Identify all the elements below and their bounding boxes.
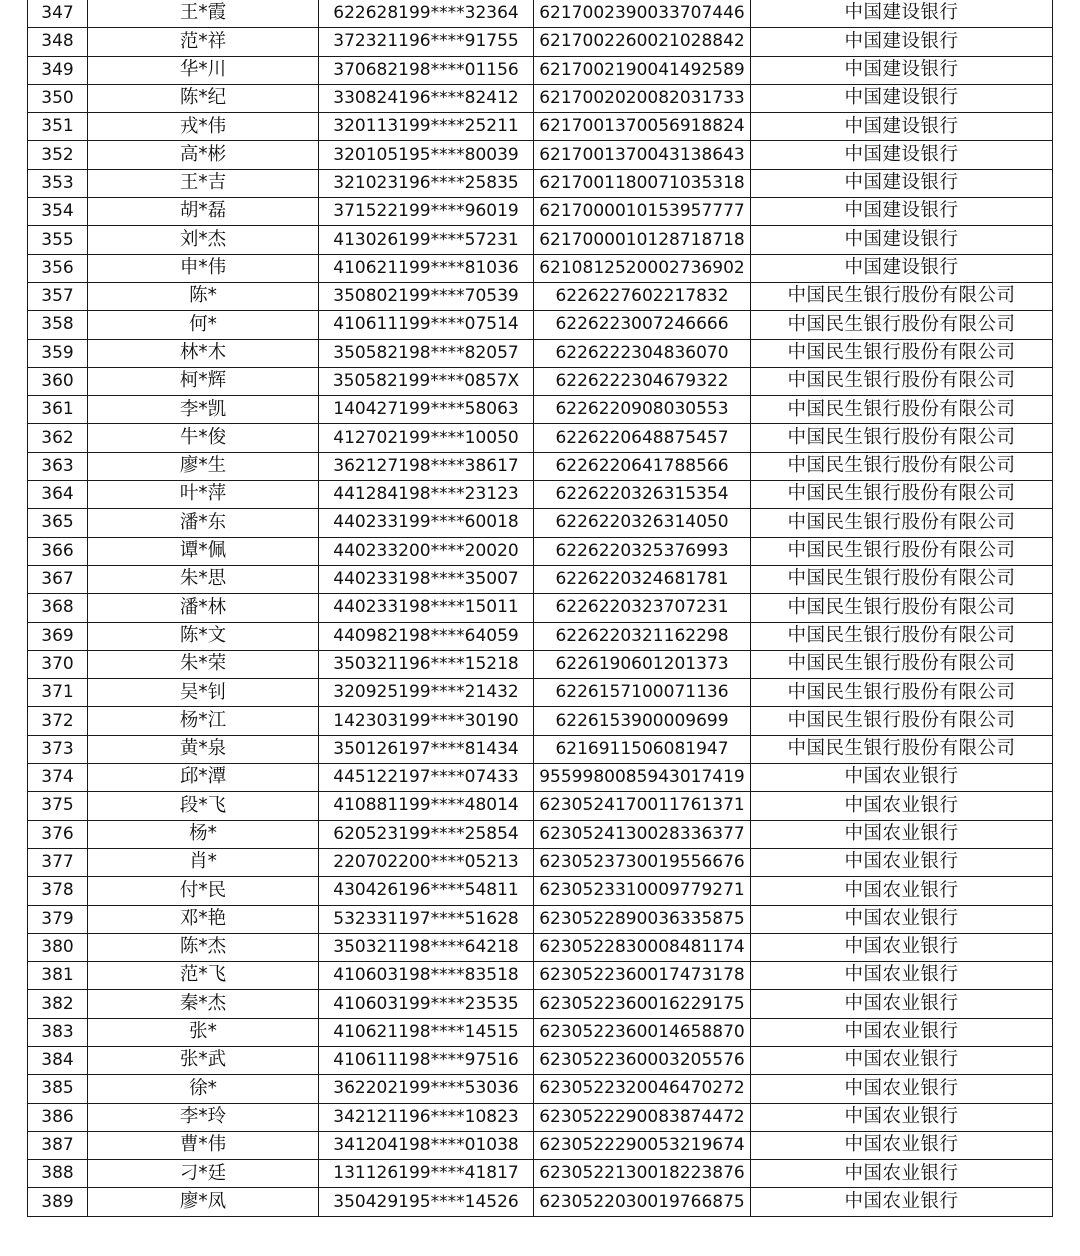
account-number-cell: 6230523730019556676 <box>534 848 751 876</box>
name-cell: 申*伟 <box>88 254 319 282</box>
table-row <box>28 0 1053 28</box>
table-row <box>28 424 1053 452</box>
account-number-cell: 6226190601201373 <box>534 650 751 678</box>
bank-cell: 中国农业银行 <box>751 877 1053 905</box>
name-cell: 张*武 <box>88 1046 319 1074</box>
bank-cell: 中国民生银行股份有限公司 <box>751 735 1053 763</box>
bank-cell: 中国建设银行 <box>751 254 1053 282</box>
row-number-cell: 369 <box>28 622 88 650</box>
account-number-cell: 6217001370043138643 <box>534 141 751 169</box>
account-number-cell: 6230522360003205576 <box>534 1046 751 1074</box>
id-number-cell: 430426196****54811 <box>319 877 534 905</box>
bank-cell: 中国民生银行股份有限公司 <box>751 282 1053 310</box>
row-number-cell: 367 <box>28 565 88 593</box>
table-row <box>28 84 1053 112</box>
id-number-cell: 142303199****30190 <box>319 707 534 735</box>
row-number-cell: 365 <box>28 509 88 537</box>
name-cell: 邱*潭 <box>88 764 319 792</box>
account-number-cell: 6230522360014658870 <box>534 1018 751 1046</box>
bank-cell: 中国农业银行 <box>751 1160 1053 1188</box>
account-number-cell: 6226220321162298 <box>534 622 751 650</box>
name-cell: 邓*艳 <box>88 905 319 933</box>
bank-cell: 中国农业银行 <box>751 962 1053 990</box>
name-cell: 李*凯 <box>88 396 319 424</box>
name-cell: 杨*江 <box>88 707 319 735</box>
name-cell: 付*民 <box>88 877 319 905</box>
name-cell: 秦*杰 <box>88 990 319 1018</box>
account-number-cell: 6226153900009699 <box>534 707 751 735</box>
name-cell: 柯*辉 <box>88 367 319 395</box>
name-cell: 潘*林 <box>88 594 319 622</box>
name-cell: 谭*佩 <box>88 537 319 565</box>
bank-cell: 中国建设银行 <box>751 56 1053 84</box>
id-number-cell: 341204198****01038 <box>319 1131 534 1159</box>
id-number-cell: 413026199****57231 <box>319 226 534 254</box>
bank-cell: 中国建设银行 <box>751 169 1053 197</box>
row-number-cell: 356 <box>28 254 88 282</box>
row-number-cell: 386 <box>28 1103 88 1131</box>
row-number-cell: 382 <box>28 990 88 1018</box>
bank-cell: 中国建设银行 <box>751 113 1053 141</box>
id-number-cell: 410611199****07514 <box>319 311 534 339</box>
row-number-cell: 364 <box>28 481 88 509</box>
table-row <box>28 226 1053 254</box>
id-number-cell: 445122197****07433 <box>319 764 534 792</box>
name-cell: 黄*泉 <box>88 735 319 763</box>
name-cell: 廖*凤 <box>88 1188 319 1216</box>
id-number-cell: 350582198****82057 <box>319 339 534 367</box>
row-number-cell: 380 <box>28 933 88 961</box>
account-number-cell: 6230522320046470272 <box>534 1075 751 1103</box>
bank-cell: 中国民生银行股份有限公司 <box>751 565 1053 593</box>
bank-cell: 中国民生银行股份有限公司 <box>751 452 1053 480</box>
id-number-cell: 320925199****21432 <box>319 679 534 707</box>
name-cell: 刁*廷 <box>88 1160 319 1188</box>
account-number-cell: 6230524170011761371 <box>534 792 751 820</box>
table-row <box>28 254 1053 282</box>
name-cell: 叶*萍 <box>88 481 319 509</box>
account-number-cell: 6230522830008481174 <box>534 933 751 961</box>
table-row <box>28 452 1053 480</box>
id-number-cell: 410603198****83518 <box>319 962 534 990</box>
bank-cell: 中国农业银行 <box>751 1018 1053 1046</box>
id-number-cell: 410881199****48014 <box>319 792 534 820</box>
name-cell: 陈*文 <box>88 622 319 650</box>
table-row <box>28 1131 1053 1159</box>
bank-cell: 中国农业银行 <box>751 905 1053 933</box>
account-number-cell: 6230522290083874472 <box>534 1103 751 1131</box>
table-row <box>28 1160 1053 1188</box>
id-number-cell: 320113199****25211 <box>319 113 534 141</box>
row-number-cell: 373 <box>28 735 88 763</box>
row-number-cell: 352 <box>28 141 88 169</box>
id-number-cell: 320105195****80039 <box>319 141 534 169</box>
id-number-cell: 372321196****91755 <box>319 28 534 56</box>
table-row <box>28 990 1053 1018</box>
id-number-cell: 342121196****10823 <box>319 1103 534 1131</box>
id-number-cell: 410603199****23535 <box>319 990 534 1018</box>
row-number-cell: 389 <box>28 1188 88 1216</box>
account-number-cell: 6230524130028336377 <box>534 820 751 848</box>
bank-cell: 中国农业银行 <box>751 1046 1053 1074</box>
table-row <box>28 282 1053 310</box>
id-number-cell: 410611198****97516 <box>319 1046 534 1074</box>
bank-cell: 中国农业银行 <box>751 792 1053 820</box>
row-number-cell: 360 <box>28 367 88 395</box>
name-cell: 戎*伟 <box>88 113 319 141</box>
row-number-cell: 349 <box>28 56 88 84</box>
table-row <box>28 565 1053 593</box>
bank-cell: 中国民生银行股份有限公司 <box>751 367 1053 395</box>
id-number-cell: 362202199****53036 <box>319 1075 534 1103</box>
table-row <box>28 339 1053 367</box>
account-number-cell: 6230522890036335875 <box>534 905 751 933</box>
table-row <box>28 367 1053 395</box>
table-row <box>28 764 1053 792</box>
id-number-cell: 440233198****15011 <box>319 594 534 622</box>
id-number-cell: 350126197****81434 <box>319 735 534 763</box>
name-cell: 王*吉 <box>88 169 319 197</box>
row-number-cell: 355 <box>28 226 88 254</box>
account-number-cell: 6226220326314050 <box>534 509 751 537</box>
id-number-cell: 410621199****81036 <box>319 254 534 282</box>
name-cell: 吴*钊 <box>88 679 319 707</box>
name-cell: 廖*生 <box>88 452 319 480</box>
name-cell: 范*祥 <box>88 28 319 56</box>
id-number-cell: 532331197****51628 <box>319 905 534 933</box>
bank-cell: 中国建设银行 <box>751 226 1053 254</box>
row-number-cell: 363 <box>28 452 88 480</box>
id-number-cell: 371522199****96019 <box>319 198 534 226</box>
bank-cell: 中国农业银行 <box>751 1075 1053 1103</box>
row-number-cell: 358 <box>28 311 88 339</box>
account-number-cell: 6226227602217832 <box>534 282 751 310</box>
id-number-cell: 131126199****41817 <box>319 1160 534 1188</box>
account-number-cell: 6230522030019766875 <box>534 1188 751 1216</box>
row-number-cell: 354 <box>28 198 88 226</box>
id-number-cell: 140427199****58063 <box>319 396 534 424</box>
row-number-cell: 351 <box>28 113 88 141</box>
table-row <box>28 905 1053 933</box>
table-row <box>28 1103 1053 1131</box>
table-row <box>28 877 1053 905</box>
row-number-cell: 348 <box>28 28 88 56</box>
row-number-cell: 378 <box>28 877 88 905</box>
name-cell: 王*霞 <box>88 0 319 28</box>
row-number-cell: 371 <box>28 679 88 707</box>
bank-cell: 中国农业银行 <box>751 1188 1053 1216</box>
row-number-cell: 381 <box>28 962 88 990</box>
row-number-cell: 385 <box>28 1075 88 1103</box>
row-number-cell: 370 <box>28 650 88 678</box>
bank-cell: 中国民生银行股份有限公司 <box>751 481 1053 509</box>
payee-table <box>27 0 1053 1217</box>
bank-cell: 中国民生银行股份有限公司 <box>751 537 1053 565</box>
table-row <box>28 707 1053 735</box>
table-body <box>28 0 1053 1216</box>
account-number-cell: 6230522130018223876 <box>534 1160 751 1188</box>
row-number-cell: 366 <box>28 537 88 565</box>
row-number-cell: 362 <box>28 424 88 452</box>
row-number-cell: 347 <box>28 0 88 28</box>
bank-cell: 中国农业银行 <box>751 1131 1053 1159</box>
table-row <box>28 141 1053 169</box>
account-number-cell: 6217000010153957777 <box>534 198 751 226</box>
account-number-cell: 6230522360017473178 <box>534 962 751 990</box>
id-number-cell: 440982198****64059 <box>319 622 534 650</box>
table-row <box>28 28 1053 56</box>
row-number-cell: 376 <box>28 820 88 848</box>
name-cell: 陈*纪 <box>88 84 319 112</box>
id-number-cell: 350429195****14526 <box>319 1188 534 1216</box>
bank-cell: 中国民生银行股份有限公司 <box>751 424 1053 452</box>
table-row <box>28 1018 1053 1046</box>
id-number-cell: 410621198****14515 <box>319 1018 534 1046</box>
table-row <box>28 962 1053 990</box>
account-number-cell: 6226223007246666 <box>534 311 751 339</box>
account-number-cell: 6217002260021028842 <box>534 28 751 56</box>
name-cell: 范*飞 <box>88 962 319 990</box>
name-cell: 陈*杰 <box>88 933 319 961</box>
table-row <box>28 198 1053 226</box>
row-number-cell: 387 <box>28 1131 88 1159</box>
table-row <box>28 311 1053 339</box>
bank-cell: 中国民生银行股份有限公司 <box>751 707 1053 735</box>
bank-cell: 中国民生银行股份有限公司 <box>751 650 1053 678</box>
name-cell: 徐* <box>88 1075 319 1103</box>
account-number-cell: 6217001180071035318 <box>534 169 751 197</box>
table-row <box>28 396 1053 424</box>
bank-cell: 中国农业银行 <box>751 990 1053 1018</box>
id-number-cell: 321023196****25835 <box>319 169 534 197</box>
name-cell: 朱*思 <box>88 565 319 593</box>
id-number-cell: 622628199****32364 <box>319 0 534 28</box>
id-number-cell: 370682198****01156 <box>319 56 534 84</box>
table-row <box>28 848 1053 876</box>
table-row <box>28 933 1053 961</box>
bank-cell: 中国民生银行股份有限公司 <box>751 396 1053 424</box>
table-row <box>28 622 1053 650</box>
name-cell: 胡*磊 <box>88 198 319 226</box>
bank-cell: 中国建设银行 <box>751 0 1053 28</box>
name-cell: 段*飞 <box>88 792 319 820</box>
name-cell: 潘*东 <box>88 509 319 537</box>
id-number-cell: 440233199****60018 <box>319 509 534 537</box>
id-number-cell: 440233200****20020 <box>319 537 534 565</box>
name-cell: 何* <box>88 311 319 339</box>
account-number-cell: 6230522360016229175 <box>534 990 751 1018</box>
account-number-cell: 6226222304836070 <box>534 339 751 367</box>
table-row <box>28 820 1053 848</box>
table-row <box>28 481 1053 509</box>
row-number-cell: 372 <box>28 707 88 735</box>
account-number-cell: 6217001370056918824 <box>534 113 751 141</box>
bank-cell: 中国农业银行 <box>751 1103 1053 1131</box>
id-number-cell: 350802199****70539 <box>319 282 534 310</box>
name-cell: 林*木 <box>88 339 319 367</box>
account-number-cell: 6226220648875457 <box>534 424 751 452</box>
table-row <box>28 56 1053 84</box>
row-number-cell: 374 <box>28 764 88 792</box>
account-number-cell: 6226220325376993 <box>534 537 751 565</box>
table-row <box>28 650 1053 678</box>
table-row <box>28 509 1053 537</box>
account-number-cell: 9559980085943017419 <box>534 764 751 792</box>
bank-cell: 中国建设银行 <box>751 198 1053 226</box>
account-number-cell: 6230522290053219674 <box>534 1131 751 1159</box>
id-number-cell: 440233198****35007 <box>319 565 534 593</box>
bank-cell: 中国民生银行股份有限公司 <box>751 311 1053 339</box>
name-cell: 肖* <box>88 848 319 876</box>
bank-cell: 中国农业银行 <box>751 933 1053 961</box>
row-number-cell: 379 <box>28 905 88 933</box>
row-number-cell: 350 <box>28 84 88 112</box>
row-number-cell: 357 <box>28 282 88 310</box>
row-number-cell: 375 <box>28 792 88 820</box>
id-number-cell: 620523199****25854 <box>319 820 534 848</box>
name-cell: 刘*杰 <box>88 226 319 254</box>
id-number-cell: 441284198****23123 <box>319 481 534 509</box>
bank-cell: 中国民生银行股份有限公司 <box>751 339 1053 367</box>
table-row <box>28 113 1053 141</box>
table-row <box>28 1046 1053 1074</box>
account-number-cell: 6226220324681781 <box>534 565 751 593</box>
row-number-cell: 353 <box>28 169 88 197</box>
account-number-cell: 6217002390033707446 <box>534 0 751 28</box>
row-number-cell: 384 <box>28 1046 88 1074</box>
table-row <box>28 1188 1053 1216</box>
id-number-cell: 350321196****15218 <box>319 650 534 678</box>
account-number-cell: 6226220908030553 <box>534 396 751 424</box>
table-row <box>28 1075 1053 1103</box>
name-cell: 华*川 <box>88 56 319 84</box>
table-row <box>28 169 1053 197</box>
account-number-cell: 6226222304679322 <box>534 367 751 395</box>
id-number-cell: 350321198****64218 <box>319 933 534 961</box>
bank-cell: 中国农业银行 <box>751 848 1053 876</box>
name-cell: 杨* <box>88 820 319 848</box>
row-number-cell: 368 <box>28 594 88 622</box>
name-cell: 张* <box>88 1018 319 1046</box>
bank-cell: 中国民生银行股份有限公司 <box>751 622 1053 650</box>
row-number-cell: 359 <box>28 339 88 367</box>
table-row <box>28 679 1053 707</box>
account-number-cell: 6226157100071136 <box>534 679 751 707</box>
id-number-cell: 330824196****82412 <box>319 84 534 112</box>
name-cell: 牛*俊 <box>88 424 319 452</box>
account-number-cell: 6226220326315354 <box>534 481 751 509</box>
account-number-cell: 6217002020082031733 <box>534 84 751 112</box>
table-row <box>28 792 1053 820</box>
name-cell: 朱*荣 <box>88 650 319 678</box>
bank-cell: 中国农业银行 <box>751 820 1053 848</box>
id-number-cell: 220702200****05213 <box>319 848 534 876</box>
account-number-cell: 6226220641788566 <box>534 452 751 480</box>
row-number-cell: 388 <box>28 1160 88 1188</box>
account-number-cell: 6226220323707231 <box>534 594 751 622</box>
id-number-cell: 350582199****0857X <box>319 367 534 395</box>
bank-cell: 中国建设银行 <box>751 141 1053 169</box>
account-number-cell: 6230523310009779271 <box>534 877 751 905</box>
bank-cell: 中国民生银行股份有限公司 <box>751 594 1053 622</box>
row-number-cell: 361 <box>28 396 88 424</box>
table-row <box>28 537 1053 565</box>
account-number-cell: 6217000010128718718 <box>534 226 751 254</box>
name-cell: 李*玲 <box>88 1103 319 1131</box>
table-row <box>28 735 1053 763</box>
account-number-cell: 6216911506081947 <box>534 735 751 763</box>
table-row <box>28 594 1053 622</box>
bank-cell: 中国农业银行 <box>751 764 1053 792</box>
bank-cell: 中国建设银行 <box>751 84 1053 112</box>
bank-cell: 中国建设银行 <box>751 28 1053 56</box>
name-cell: 高*彬 <box>88 141 319 169</box>
account-number-cell: 6210812520002736902 <box>534 254 751 282</box>
name-cell: 陈* <box>88 282 319 310</box>
row-number-cell: 383 <box>28 1018 88 1046</box>
row-number-cell: 377 <box>28 848 88 876</box>
account-number-cell: 6217002190041492589 <box>534 56 751 84</box>
id-number-cell: 412702199****10050 <box>319 424 534 452</box>
id-number-cell: 362127198****38617 <box>319 452 534 480</box>
bank-cell: 中国民生银行股份有限公司 <box>751 679 1053 707</box>
name-cell: 曹*伟 <box>88 1131 319 1159</box>
bank-cell: 中国民生银行股份有限公司 <box>751 509 1053 537</box>
